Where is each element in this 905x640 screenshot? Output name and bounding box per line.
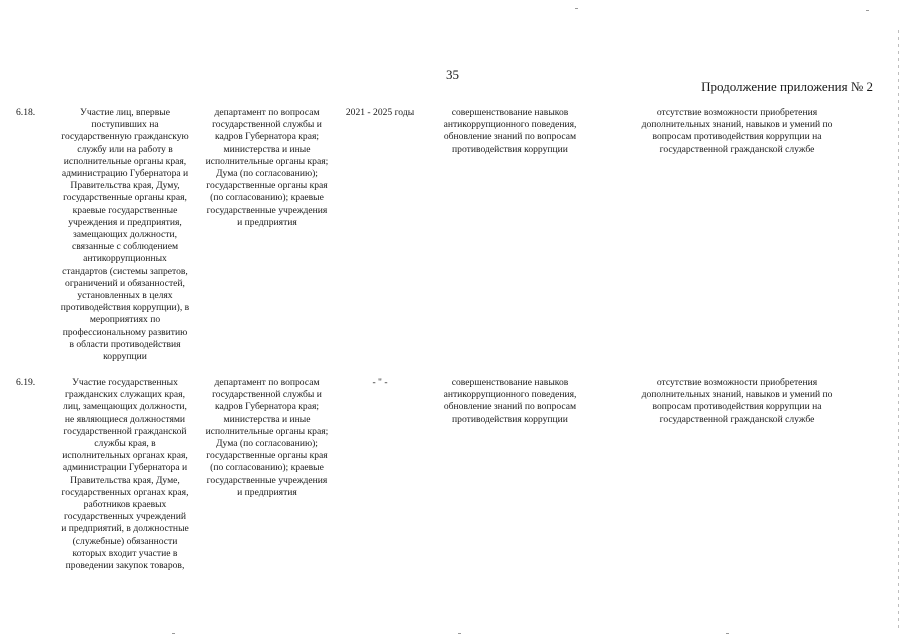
non-execution-result: отсутствие возможности приобретения дополнительных знаний, навыков и умений по вопросам противодействия коррупции на государственной гражданской службе <box>641 107 833 155</box>
execution-term: - " - <box>372 377 388 388</box>
execution-term: 2021 - 2025 годы <box>345 107 415 118</box>
appendix-continuation-label: Продолжение приложения № 2 <box>701 79 873 94</box>
item-number: 6.18. <box>16 107 36 118</box>
page-number: 35 <box>446 67 459 82</box>
measure-description: Участие лиц, впервые поступивших на государственную гражданскую службу или на работу в исполнительные органы края, администрацию Губернатора и Правительства края, Думу, государственные органы края, краевые государственные учреждения и предприятия, замещающих должности, связанные с соблюдением антикоррупционных стандартов (системы запретов, ограничений и обязанностей, установленных в целях противодействия коррупции), в мероприятиях по профессиональному развитию в области противодействия коррупции <box>60 107 190 363</box>
scan-dust <box>458 633 461 634</box>
executors: департамент по вопросам государственной службы и кадров Губернатора края; министерства и иные исполнительные органы края; Дума (по согласованию); государственные органы края (по согласованию); краевые государственные учреждения и предприятия <box>205 377 329 498</box>
measure-description: Участие государственных гражданских служащих края, лиц, замещающих должности, не являющиеся должностями государственной гражданской службы края, в исполнительных органах края, администрации Губернатора и Правительства края, Думе, государственных органах края, работников краевых государственных учреждений и предприятий, в должностные (служебные) обязанности которых входит участие в проведении закупок товаров, <box>61 377 189 572</box>
measure-task: совершенствование навыков антикоррупционного поведения, обновление знаний по вопросам противодействия коррупции <box>443 107 577 155</box>
scan-dust <box>575 8 578 9</box>
item-number: 6.19. <box>16 377 36 388</box>
non-execution-result: отсутствие возможности приобретения дополнительных знаний, навыков и умений по вопросам противодействия коррупции на государственной гражданской службе <box>641 377 833 425</box>
scan-dust <box>172 633 175 634</box>
scan-dust <box>726 633 729 634</box>
measure-task: совершенствование навыков антикоррупционного поведения, обновление знаний по вопросам противодействия коррупции <box>443 377 577 425</box>
executors: департамент по вопросам государственной службы и кадров Губернатора края; министерства и иные исполнительные органы края; Дума (по согласованию); государственные органы края (по согласованию); краевые государственные учреждения и предприятия <box>205 107 329 228</box>
scan-edge-artifact <box>898 30 899 630</box>
scan-dust <box>866 10 869 11</box>
